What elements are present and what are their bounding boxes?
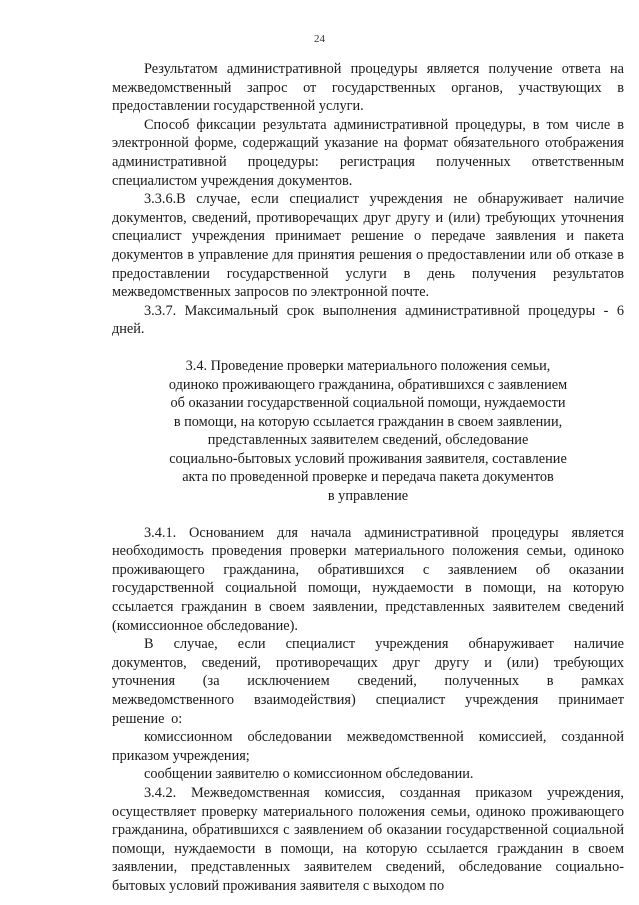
paragraph-commission-inspection: комиссионном обследовании межведомственной комиссией, созданной приказом учреждения;	[112, 729, 624, 764]
heading-line: социально-бытовых условий проживания заявителя, составление	[169, 450, 567, 467]
section-heading-3-4	[112, 357, 624, 506]
page-number: 24	[314, 33, 325, 45]
heading-line: представленных заявителем сведений, обследование	[207, 432, 529, 449]
paragraph-3-4-2: 3.4.2. Межведомственная комиссия, созданная приказом учреждения, осуществляет проверку материального положения семьи, одиноко проживающего гражданина, обратившихся с заявлением об оказании государственной социальной помощи, нуждаемости в помощи, на которую ссылается гражданин в своем заявлении, представленных заявителем сведений, обследование социально-бытовых условий проживания заявителя с выходом по	[112, 784, 624, 894]
paragraph-fixation-method: Способ фиксации результата административной процедуры, в том числе в электронной форме, содержащий указание на формат обязательного отображения административной процедуры: регистрация полученных ответственным специалистом учреждения документов.	[112, 116, 624, 189]
heading-line: в помощи, на которую ссылается гражданин в своем заявлении,	[173, 413, 563, 430]
paragraph-result: Результатом административной процедуры является получение ответа на межведомственный запрос от государственных органов, участвующих в предоставлении государственной услуги.	[112, 61, 624, 115]
heading-line: об оказании государственной социальной помощи, нуждаемости	[170, 395, 566, 412]
heading-line: 3.4. Проведение проверки материального положения семьи,	[185, 357, 551, 374]
document-body	[112, 60, 624, 896]
paragraph-discrepancy-case: В случае, если специалист учреждения обнаруживает наличие документов, сведений, противоречащих друг другу и (или) требующих уточнения (за исключением сведений, полученных в рамках межведомственного взаимодействия) специалист учреждения принимает решение о:	[112, 636, 624, 727]
heading-line: акта по проведенной проверке и передача пакета документов	[182, 469, 554, 486]
heading-line: в управление	[327, 488, 409, 505]
paragraph-notify-applicant: сообщении заявителю о комиссионном обследовании.	[144, 766, 474, 783]
heading-line: одиноко проживающего гражданина, обратившихся с заявлением	[168, 376, 568, 393]
paragraph-3-4-1: 3.4.1. Основанием для начала административной процедуры является необходимость проведения проверки материального положения семьи, одиноко проживающего гражданина, обратившихся с заявлением об оказании государственной социальной помощи, нуждаемости в помощи, на которую ссылается гражданин в своем заявлении, представленных заявителем сведений (комиссионное обследование).	[112, 524, 624, 634]
paragraph-3-3-7: 3.3.7. Максимальный срок выполнения административной процедуры - 6 дней.	[112, 302, 624, 338]
paragraph-3-3-6: 3.3.6.В случае, если специалист учреждения не обнаруживает наличие документов, сведений, противоречащих друг другу и (или) требующих уточнения специалист учреждения принимает решение о передаче заявления и пакета документов в управление для принятия решения о предоставлении или об отказе в предоставлении государственной услуги в день получения результатов межведомственных запросов по электронной почте.	[112, 191, 624, 301]
